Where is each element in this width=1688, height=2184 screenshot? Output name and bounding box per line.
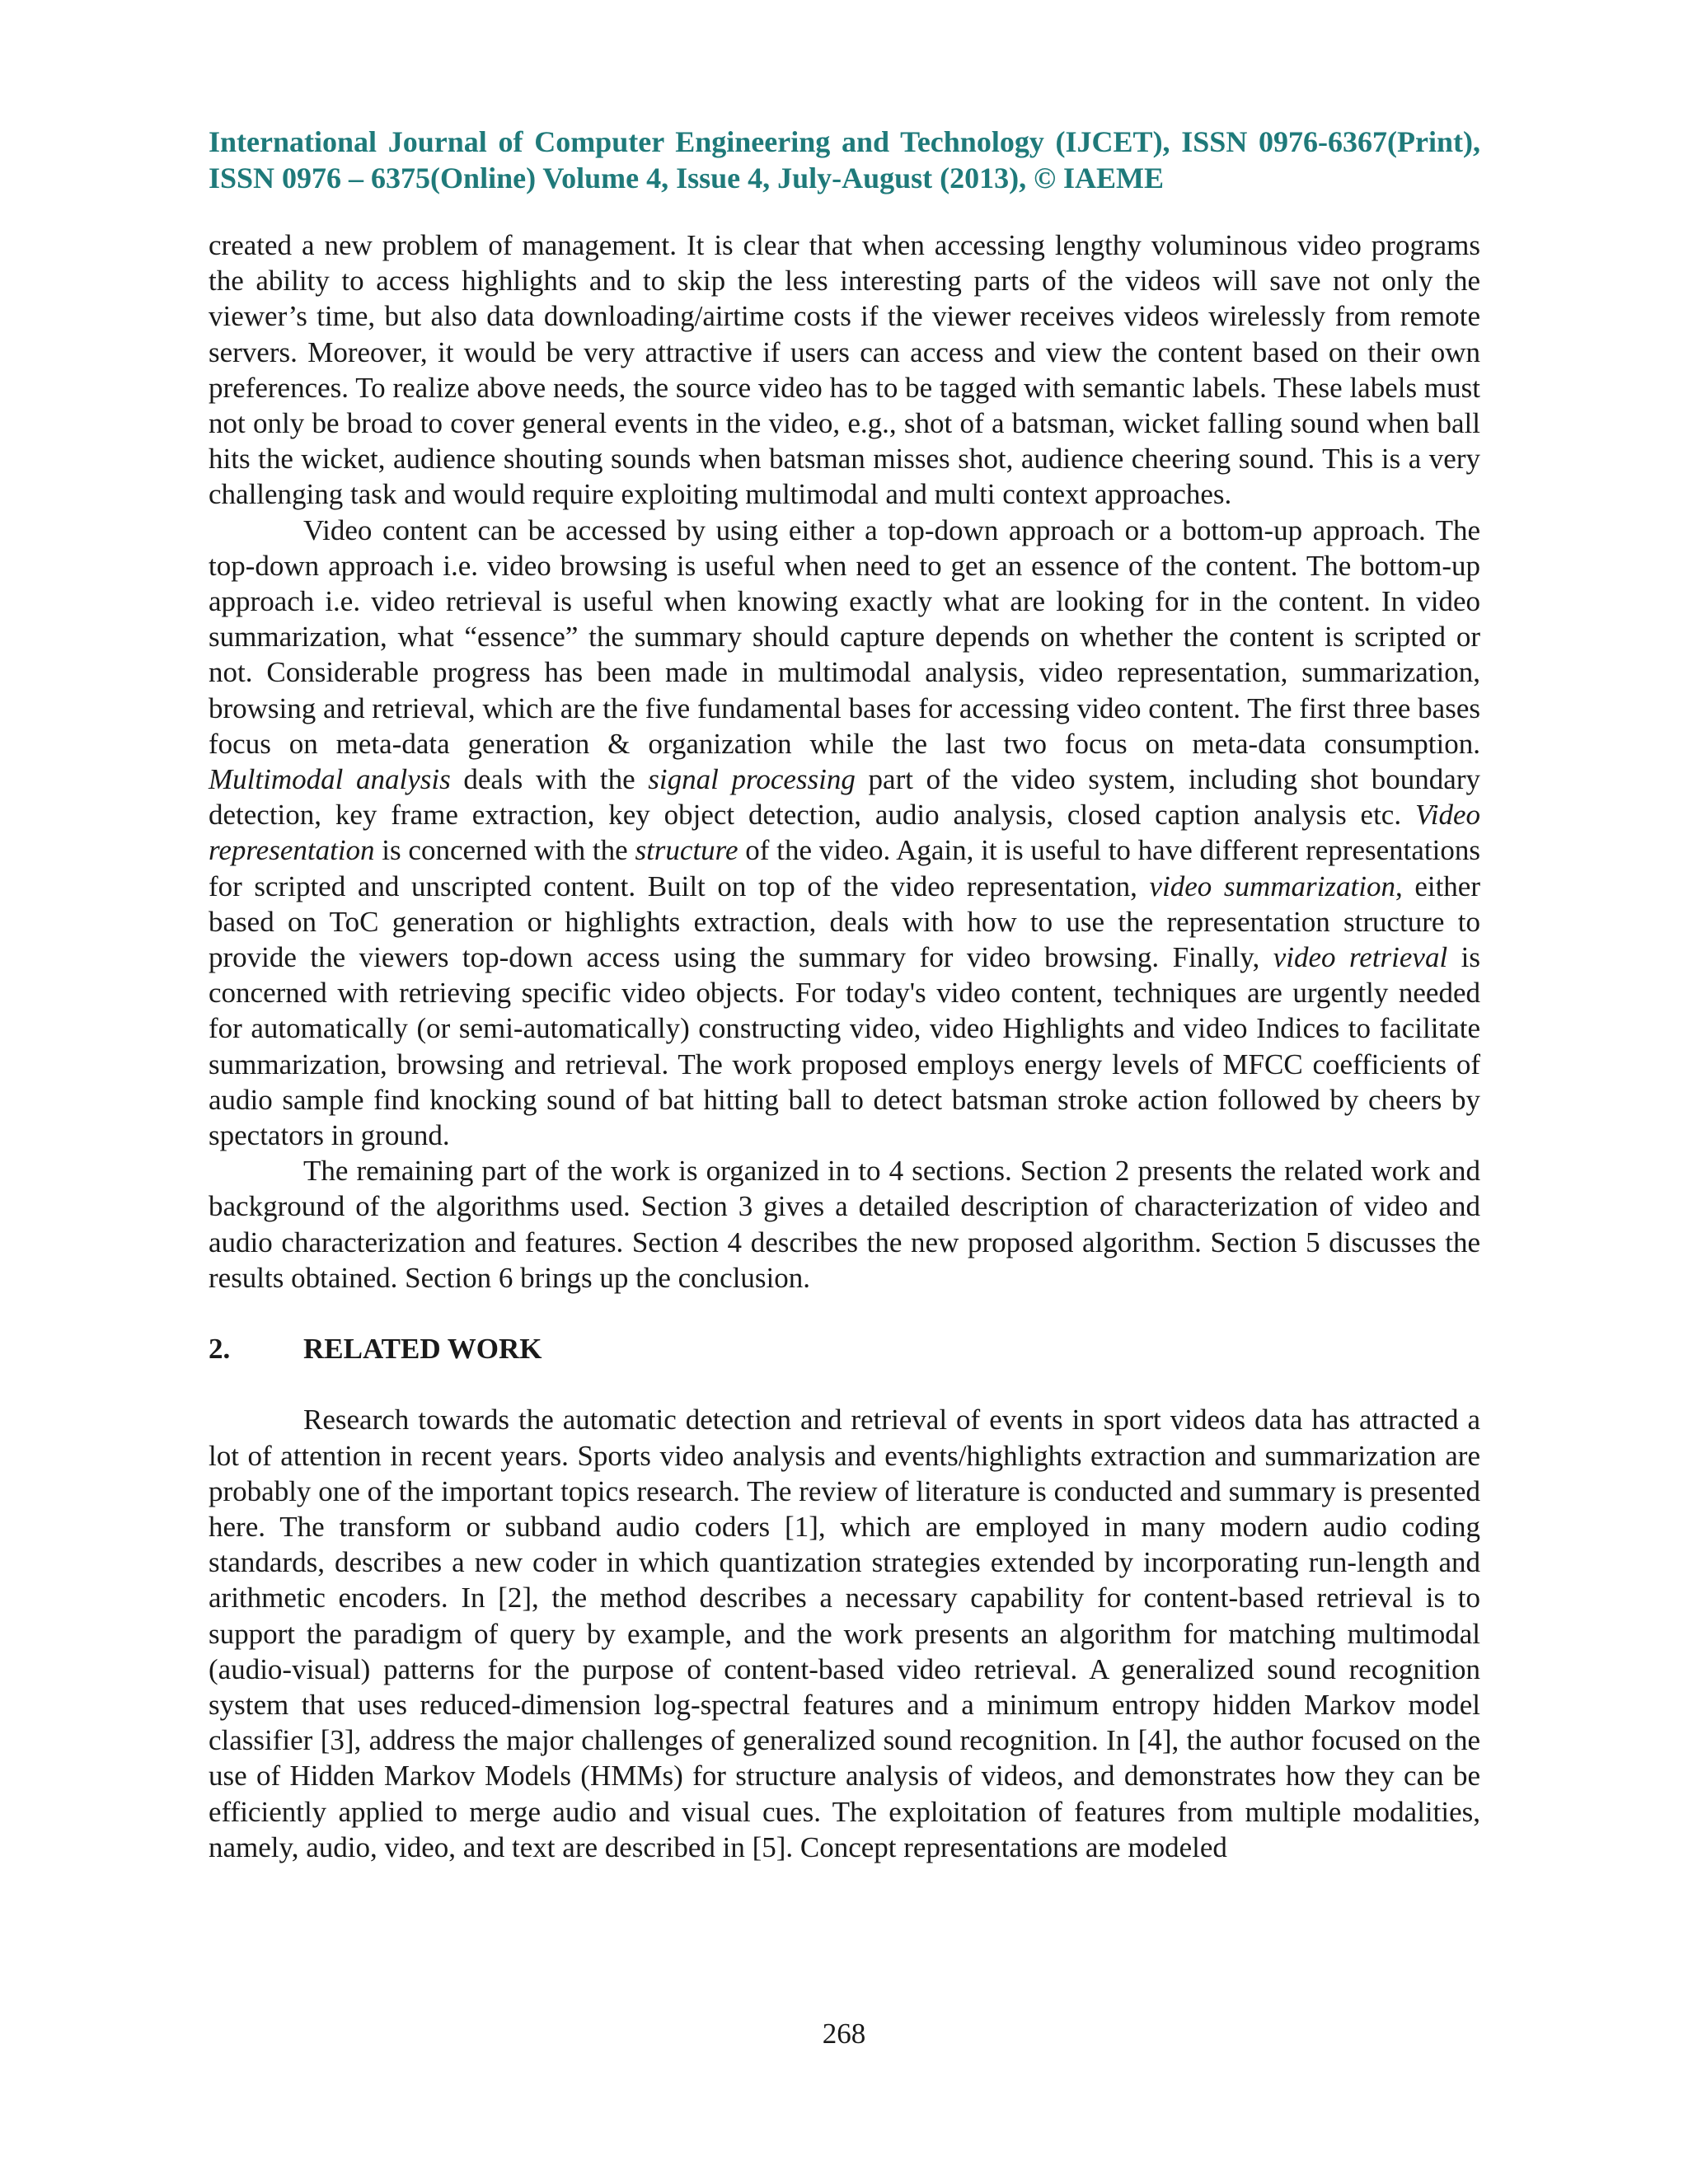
page-number: 268 — [822, 2018, 866, 2050]
text-run: Video content can be accessed by using either a top-down approach or a bottom-up approach. The top-down approach i.e. video browsing is useful when need to get an essence of the content. The bottom-up approach i.e. video retrieval is useful when knowing exactly what are looking for in the content. In video summarization, what “essence” the summary should capture depends on whether the content is scripted or not. Considerable progress has been made in multimodal analysis, video representation, summarization, browsing and retrieval, which are the five fundamental bases for accessing video content. The first three bases focus on meta-data generation & organization while the last two focus on meta-data consumption. — [209, 513, 1480, 760]
section-number: 2. — [209, 1333, 231, 1366]
paragraph-continuation: created a new problem of management. It is clear that when accessing lengthy voluminous video programs the ability to access highlights and to skip the less interesting parts of the videos will save not only the viewer’s time, but also data downloading/airtime costs if the viewer receives videos wirelessly from remote servers. Moreover, it would be very attractive if users can access and view the content based on their own preferences. To realize above needs, the source video has to be tagged with semantic labels. These labels must not only be broad to cover general events in the video, e.g., shot of a batsman, wicket falling sound when ball hits the wicket, audience shouting sounds when batsman misses shot, audience cheering sound. This is a very challenging task and would require exploiting multimodal and multi context approaches. — [209, 229, 1480, 511]
italic-term: Multimodal analysis — [209, 763, 451, 796]
journal-header: International Journal of Computer Engineering and Technology (IJCET), ISSN 0976-6367(Print), ISSN 0976 – 6375(Online) Volume 4, Issue 4, July-August (2013), © IAEME — [209, 125, 1480, 194]
text-run: deals with the — [450, 763, 649, 796]
text-run: , either based on ToC generation or highlights extraction, deals with how to use the representation structure to provide the viewers top-down access using the summary for video browsing. Finally, — [209, 869, 1480, 974]
italic-term: signal processing — [648, 763, 856, 796]
section-title: RELATED WORK — [303, 1333, 542, 1366]
article-body — [209, 227, 1480, 1865]
italic-term: video retrieval — [1273, 941, 1448, 974]
section-heading — [209, 1331, 1480, 1366]
paragraph-organization: The remaining part of the work is organized in to 4 sections. Section 2 presents the related work and background of the algorithms used. Section 3 gives a detailed description of characterization of video and audio characterization and features. Section 4 describes the new proposed algorithm. Section 5 discusses the results obtained. Section 6 brings up the conclusion. — [209, 1155, 1480, 1294]
paragraph-video-access — [209, 513, 1480, 1154]
text-run: part of the video system, including shot boundary detection, key frame extraction, key object detection, audio analysis, closed caption analysis etc. — [209, 763, 1480, 832]
italic-term: video summarization — [1149, 869, 1395, 902]
text-run: is concerned with the — [374, 834, 635, 867]
italic-term: Video representation — [209, 799, 1480, 867]
text-run: is concerned with retrieving specific video objects. For today's video content, techniques are urgently needed for automatically (or semi-automatically) constructing video, video Highlights and video Indices to facilitate summarization, browsing and retrieval. The work proposed employs energy levels of MFCC coefficients of audio sample find knocking sound of bat hitting ball to detect batsman stroke action followed by cheers by spectators in ground. — [209, 941, 1480, 1152]
text-run: of the video. Again, it is useful to have different representations for scripted and unscripted content. Built on top of the video representation, — [209, 834, 1480, 902]
paragraph-related-work: Research towards the automatic detection and retrieval of events in sport videos data has attracted a lot of attention in recent years. Sports video analysis and events/highlights extraction and summarization are probably one of the important topics research. The review of literature is conducted and summary is presented here. The transform or subband audio coders [1], which are employed in many modern audio coding standards, describes a new coder in which quantization strategies extended by incorporating run-length and arithmetic encoders. In [2], the method describes a necessary capability for content-based retrieval is to support the paradigm of query by example, and the work presents an algorithm for matching multimodal (audio-visual) patterns for the purpose of content-based video retrieval. A generalized sound recognition system that uses reduced-dimension log-spectral features and a minimum entropy hidden Markov model classifier [3], address the major challenges of generalized sound recognition. In [4], the author focused on the use of Hidden Markov Models (HMMs) for structure analysis of videos, and demonstrates how they can be efficiently applied to merge audio and visual cues. The exploitation of features from multiple modalities, namely, audio, video, and text are described in [5]. Concept representations are modeled — [209, 1404, 1480, 1863]
italic-term: structure — [635, 834, 738, 867]
